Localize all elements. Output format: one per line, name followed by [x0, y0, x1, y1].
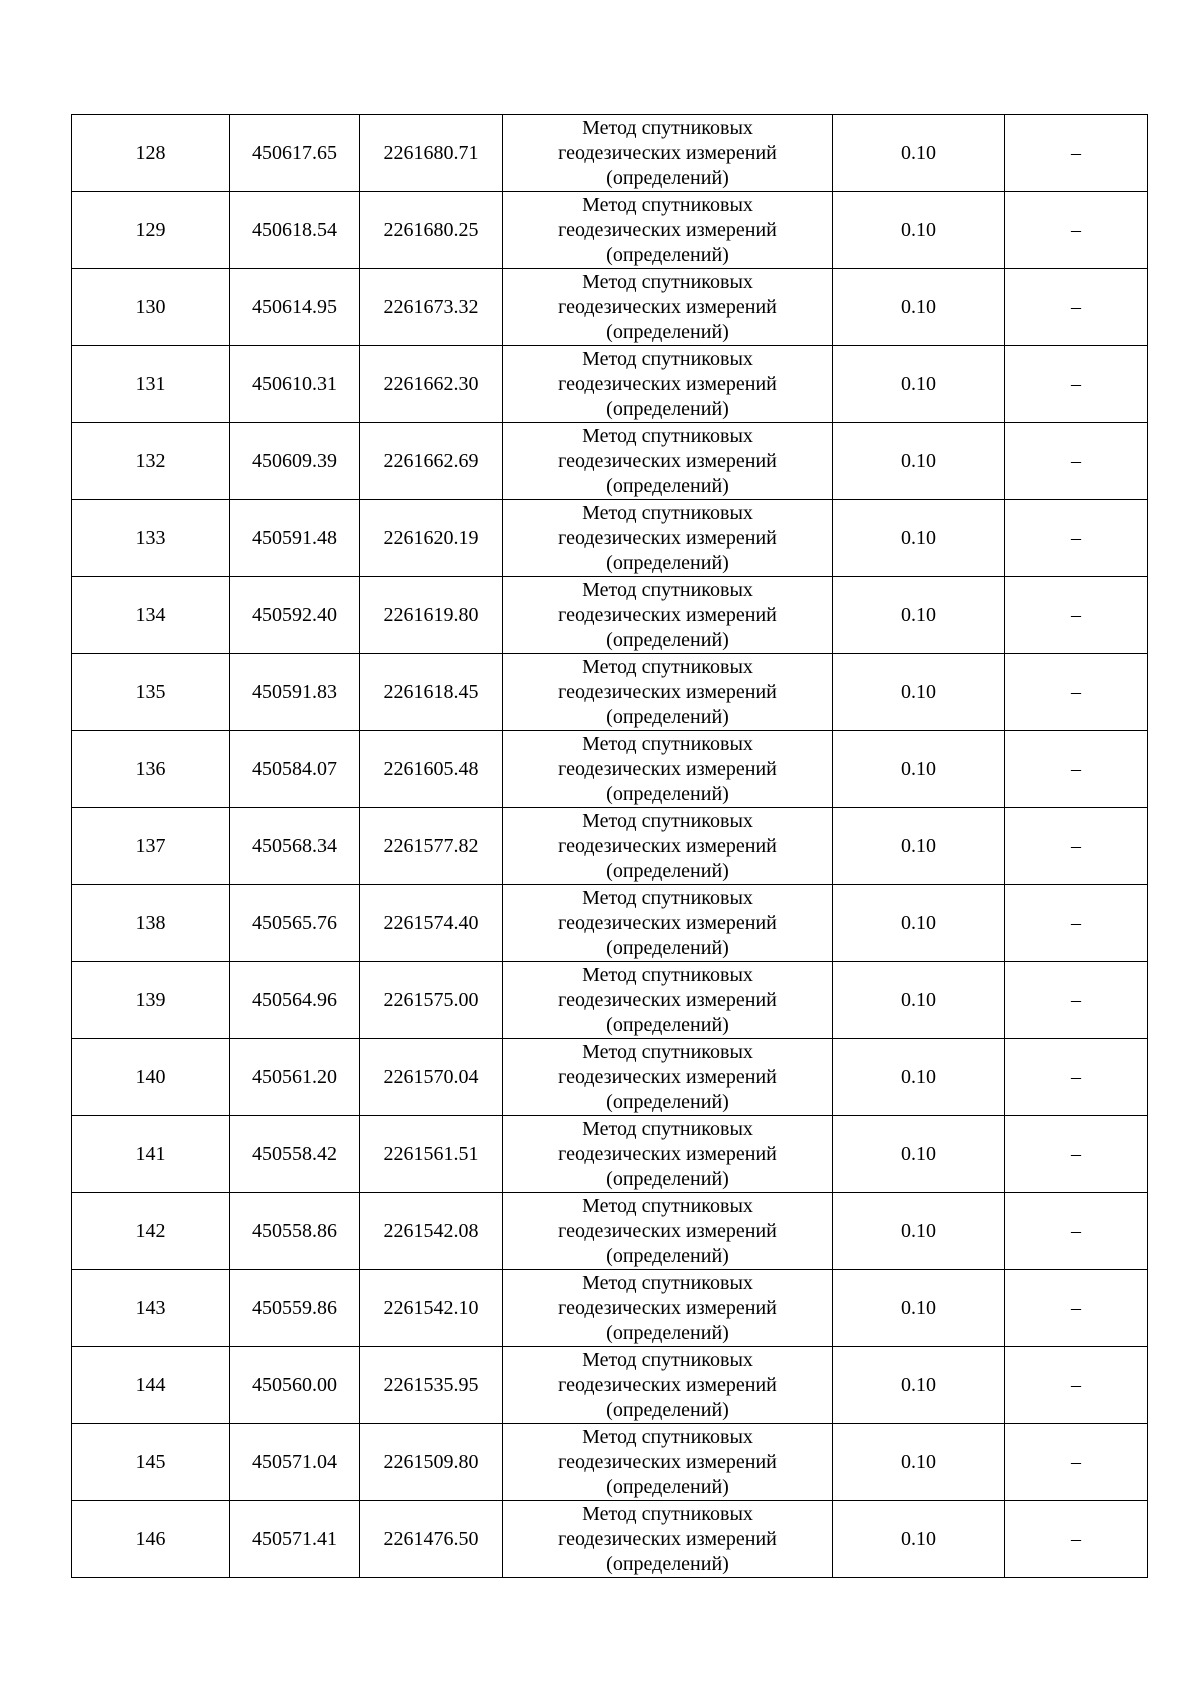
coordinate-y-cell: 2261542.10: [360, 1270, 503, 1347]
note-cell: –: [1005, 1501, 1148, 1578]
coordinate-x-cell: 450592.40: [230, 577, 360, 654]
table-row: [72, 1270, 1148, 1347]
table-row: [72, 1347, 1148, 1424]
coordinate-y-cell: 2261680.25: [360, 192, 503, 269]
table-row: [72, 1501, 1148, 1578]
note-cell: –: [1005, 1424, 1148, 1501]
note-cell: –: [1005, 1116, 1148, 1193]
method-cell: Метод спутниковых геодезических измерений (определений): [503, 1193, 833, 1270]
accuracy-cell: 0.10: [833, 423, 1005, 500]
accuracy-cell: 0.10: [833, 654, 1005, 731]
point-number-cell: 137: [72, 808, 230, 885]
table-row: [72, 1116, 1148, 1193]
accuracy-cell: 0.10: [833, 1501, 1005, 1578]
coordinate-x-cell: 450559.86: [230, 1270, 360, 1347]
coordinate-x-cell: 450571.41: [230, 1501, 360, 1578]
point-number-cell: 142: [72, 1193, 230, 1270]
accuracy-cell: 0.10: [833, 346, 1005, 423]
accuracy-cell: 0.10: [833, 1039, 1005, 1116]
table-row: [72, 346, 1148, 423]
accuracy-cell: 0.10: [833, 1193, 1005, 1270]
note-cell: –: [1005, 269, 1148, 346]
coordinate-y-cell: 2261476.50: [360, 1501, 503, 1578]
method-cell: Метод спутниковых геодезических измерений (определений): [503, 1116, 833, 1193]
point-number-cell: 133: [72, 500, 230, 577]
note-cell: –: [1005, 1347, 1148, 1424]
method-cell: Метод спутниковых геодезических измерений (определений): [503, 1270, 833, 1347]
point-number-cell: 146: [72, 1501, 230, 1578]
method-cell: Метод спутниковых геодезических измерений (определений): [503, 1347, 833, 1424]
method-cell: Метод спутниковых геодезических измерений (определений): [503, 192, 833, 269]
accuracy-cell: 0.10: [833, 1270, 1005, 1347]
method-cell: Метод спутниковых геодезических измерений (определений): [503, 962, 833, 1039]
point-number-cell: 129: [72, 192, 230, 269]
point-number-cell: 138: [72, 885, 230, 962]
table-row: [72, 577, 1148, 654]
coordinate-x-cell: 450561.20: [230, 1039, 360, 1116]
coordinate-y-cell: 2261577.82: [360, 808, 503, 885]
table-row: [72, 731, 1148, 808]
point-number-cell: 135: [72, 654, 230, 731]
coordinate-x-cell: 450609.39: [230, 423, 360, 500]
method-cell: Метод спутниковых геодезических измерений (определений): [503, 269, 833, 346]
coordinate-y-cell: 2261620.19: [360, 500, 503, 577]
coordinate-y-cell: 2261535.95: [360, 1347, 503, 1424]
accuracy-cell: 0.10: [833, 577, 1005, 654]
coordinate-y-cell: 2261561.51: [360, 1116, 503, 1193]
table-row: [72, 1424, 1148, 1501]
point-number-cell: 128: [72, 115, 230, 192]
table-row: [72, 115, 1148, 192]
accuracy-cell: 0.10: [833, 885, 1005, 962]
table-row: [72, 1193, 1148, 1270]
note-cell: –: [1005, 192, 1148, 269]
table-row: [72, 500, 1148, 577]
coordinate-y-cell: 2261542.08: [360, 1193, 503, 1270]
method-cell: Метод спутниковых геодезических измерений (определений): [503, 885, 833, 962]
point-number-cell: 134: [72, 577, 230, 654]
table-row: [72, 808, 1148, 885]
point-number-cell: 136: [72, 731, 230, 808]
method-cell: Метод спутниковых геодезических измерений (определений): [503, 808, 833, 885]
coordinate-x-cell: 450558.42: [230, 1116, 360, 1193]
point-number-cell: 143: [72, 1270, 230, 1347]
note-cell: –: [1005, 654, 1148, 731]
coordinate-y-cell: 2261605.48: [360, 731, 503, 808]
coordinates-table: [71, 114, 1148, 1578]
note-cell: –: [1005, 808, 1148, 885]
coordinate-x-cell: 450614.95: [230, 269, 360, 346]
point-number-cell: 130: [72, 269, 230, 346]
table-row: [72, 1039, 1148, 1116]
coordinate-y-cell: 2261509.80: [360, 1424, 503, 1501]
table-row: [72, 192, 1148, 269]
coordinate-x-cell: 450564.96: [230, 962, 360, 1039]
method-cell: Метод спутниковых геодезических измерений (определений): [503, 500, 833, 577]
point-number-cell: 131: [72, 346, 230, 423]
coordinate-y-cell: 2261618.45: [360, 654, 503, 731]
method-cell: Метод спутниковых геодезических измерений (определений): [503, 731, 833, 808]
accuracy-cell: 0.10: [833, 192, 1005, 269]
coordinate-y-cell: 2261574.40: [360, 885, 503, 962]
note-cell: –: [1005, 1039, 1148, 1116]
accuracy-cell: 0.10: [833, 115, 1005, 192]
accuracy-cell: 0.10: [833, 1116, 1005, 1193]
note-cell: –: [1005, 577, 1148, 654]
accuracy-cell: 0.10: [833, 962, 1005, 1039]
note-cell: –: [1005, 500, 1148, 577]
table-row: [72, 962, 1148, 1039]
method-cell: Метод спутниковых геодезических измерений (определений): [503, 346, 833, 423]
table-row: [72, 654, 1148, 731]
note-cell: –: [1005, 1193, 1148, 1270]
method-cell: Метод спутниковых геодезических измерений (определений): [503, 654, 833, 731]
accuracy-cell: 0.10: [833, 500, 1005, 577]
coordinate-x-cell: 450591.48: [230, 500, 360, 577]
accuracy-cell: 0.10: [833, 808, 1005, 885]
note-cell: –: [1005, 885, 1148, 962]
method-cell: Метод спутниковых геодезических измерений (определений): [503, 115, 833, 192]
point-number-cell: 140: [72, 1039, 230, 1116]
coordinate-y-cell: 2261662.69: [360, 423, 503, 500]
table-body: [72, 115, 1148, 1578]
coordinate-x-cell: 450618.54: [230, 192, 360, 269]
accuracy-cell: 0.10: [833, 1424, 1005, 1501]
coordinate-x-cell: 450610.31: [230, 346, 360, 423]
coordinate-x-cell: 450617.65: [230, 115, 360, 192]
table-row: [72, 269, 1148, 346]
coordinate-x-cell: 450565.76: [230, 885, 360, 962]
coordinate-y-cell: 2261680.71: [360, 115, 503, 192]
coordinate-y-cell: 2261570.04: [360, 1039, 503, 1116]
table-row: [72, 885, 1148, 962]
note-cell: –: [1005, 962, 1148, 1039]
coordinate-x-cell: 450560.00: [230, 1347, 360, 1424]
point-number-cell: 144: [72, 1347, 230, 1424]
coordinate-x-cell: 450568.34: [230, 808, 360, 885]
coordinate-y-cell: 2261619.80: [360, 577, 503, 654]
method-cell: Метод спутниковых геодезических измерений (определений): [503, 1501, 833, 1578]
accuracy-cell: 0.10: [833, 1347, 1005, 1424]
note-cell: –: [1005, 731, 1148, 808]
coordinate-x-cell: 450591.83: [230, 654, 360, 731]
point-number-cell: 145: [72, 1424, 230, 1501]
point-number-cell: 141: [72, 1116, 230, 1193]
coordinate-y-cell: 2261662.30: [360, 346, 503, 423]
method-cell: Метод спутниковых геодезических измерений (определений): [503, 1424, 833, 1501]
method-cell: Метод спутниковых геодезических измерений (определений): [503, 423, 833, 500]
point-number-cell: 132: [72, 423, 230, 500]
point-number-cell: 139: [72, 962, 230, 1039]
coordinate-x-cell: 450558.86: [230, 1193, 360, 1270]
coordinate-y-cell: 2261575.00: [360, 962, 503, 1039]
accuracy-cell: 0.10: [833, 269, 1005, 346]
note-cell: –: [1005, 346, 1148, 423]
coordinate-x-cell: 450571.04: [230, 1424, 360, 1501]
method-cell: Метод спутниковых геодезических измерений (определений): [503, 1039, 833, 1116]
accuracy-cell: 0.10: [833, 731, 1005, 808]
table-row: [72, 423, 1148, 500]
note-cell: –: [1005, 423, 1148, 500]
note-cell: –: [1005, 115, 1148, 192]
method-cell: Метод спутниковых геодезических измерений (определений): [503, 577, 833, 654]
note-cell: –: [1005, 1270, 1148, 1347]
coordinate-y-cell: 2261673.32: [360, 269, 503, 346]
coordinate-x-cell: 450584.07: [230, 731, 360, 808]
